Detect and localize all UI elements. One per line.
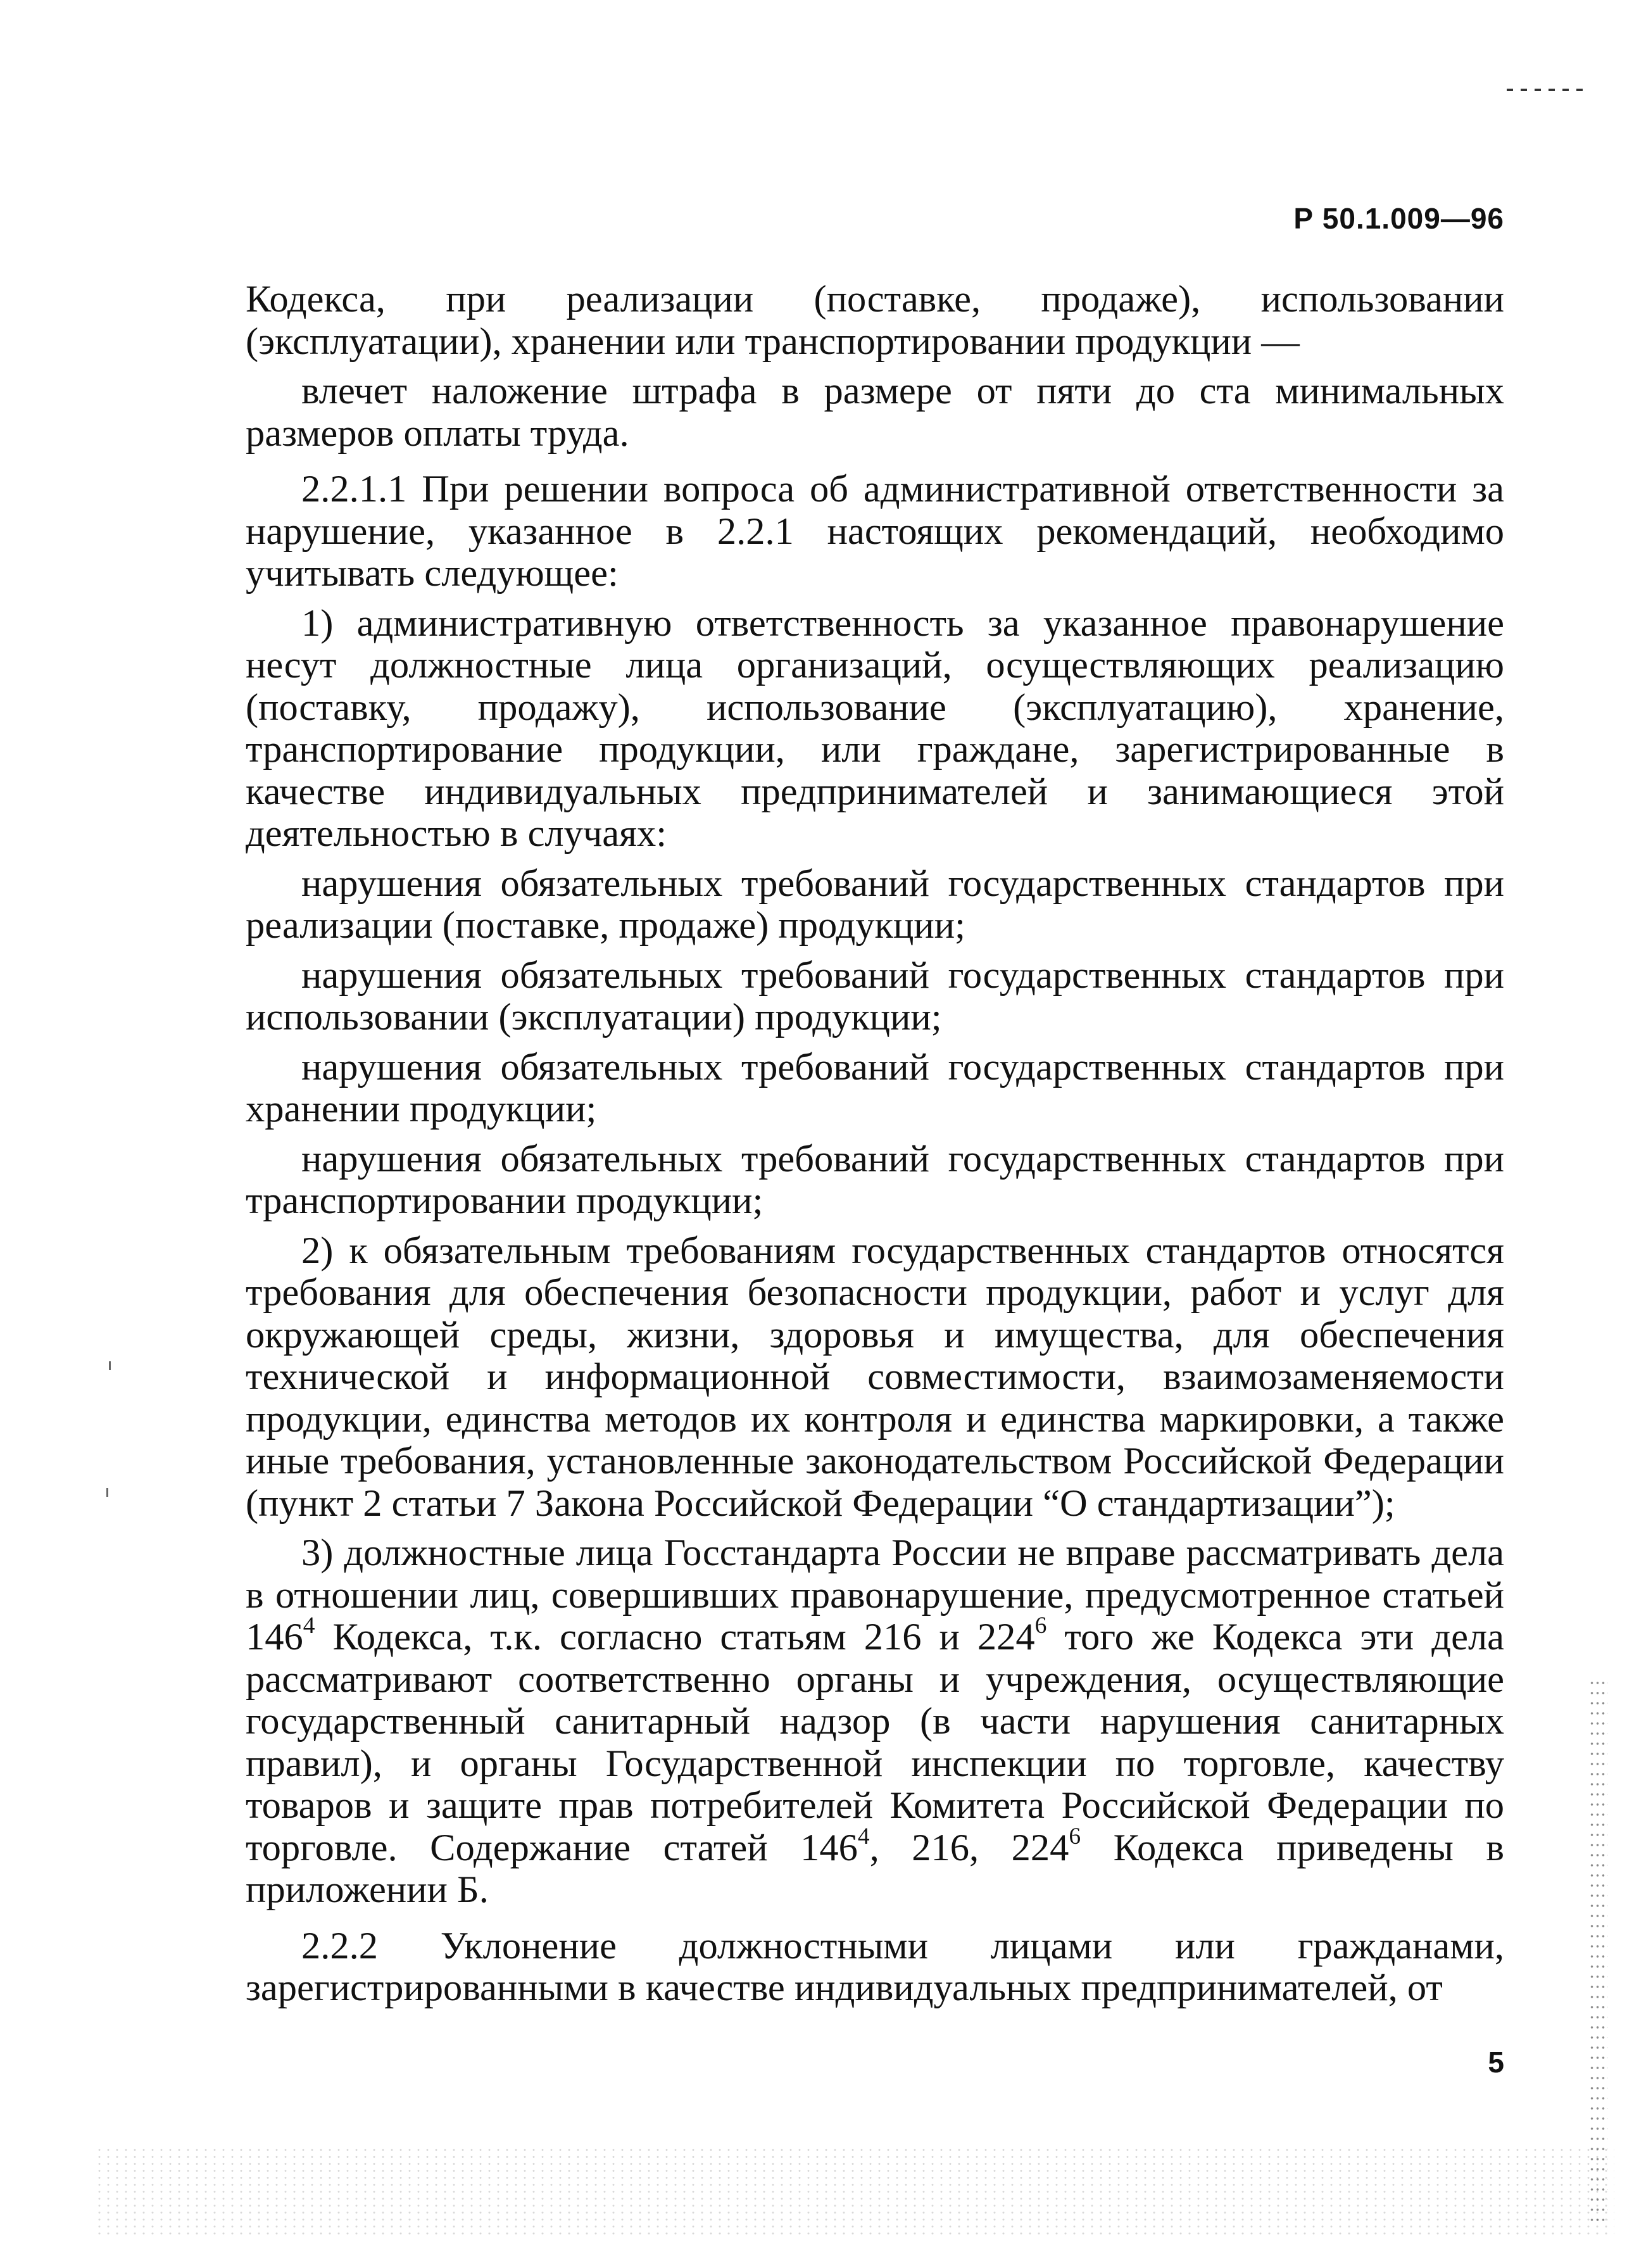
paragraph-violation-sale (246, 863, 1504, 947)
paragraph-text: 2.2.2 Уклонение должностными лицами или гражданами, зарегистрированными в качестве индивидуальных предпринимателей, от (246, 1924, 1504, 2009)
document-code-header: Р 50.1.009—96 (1293, 202, 1504, 235)
superscript: 4 (303, 1612, 315, 1639)
paragraph-2-2-2 (246, 1925, 1504, 2010)
paragraph-text: Кодекса приведены в приложении Б. (246, 1826, 1504, 1911)
paragraph-violation-transport (246, 1138, 1504, 1223)
paragraph-item-2 (246, 1230, 1504, 1525)
superscript: 6 (1034, 1612, 1047, 1639)
paragraph-text: 2) к обязательным требованиям государственных стандартов относятся требования для обеспечения безопасности продукции, работ и услуг для окружающей среды, жизни, здоровья и имущества, для обеспечения технической и информационной совместимости, взаимозаменяемости продукции, единства методов их контроля и единства маркировки, а также иные требования, установленные законодательством Российской Федерации (пункт 2 статьи 7 Закона Российской Федерации “О стандартизации”); (246, 1229, 1504, 1525)
paragraph-text: того же Кодекса эти дела рассматривают соответственно органы и учреждения, осуществляющие государственный санитарный надзор (в части нарушения санитарных правил), и органы Государственной инспекции по торговле, качеству товаров и защите прав потребителей Комитета Российской Федерации по торговле. Содержание статей 146 (246, 1616, 1504, 1869)
paragraph-text: нарушения обязательных требований государственных стандартов при хранении продукции; (246, 1045, 1504, 1130)
page-number: 5 (1488, 2046, 1504, 2079)
paragraph-text: влечет наложение штрафа в размере от пяти до ста минимальных размеров оплаты труда. (246, 370, 1504, 455)
paragraph-text: 3) должностные лица Госстандарта России не вправе рассматривать дела в отношении лиц, совершивших правонарушение, предусмотренное статьей 146 (246, 1532, 1504, 1658)
superscript: 6 (1069, 1823, 1081, 1849)
paragraph-text: нарушения обязательных требований государственных стандартов при использовании (эксплуатации) продукции; (246, 954, 1504, 1038)
paragraph-violation-storage (246, 1047, 1504, 1131)
paragraph-text: 1) административную ответственность за указанное правонарушение несут должностные лица организаций, осуществляющих реализацию (поставку, продажу), использование (эксплуатацию), хранение, транспортирование продукции, или граждане, зарегистрированные в качестве индивидуальных предпринимателей и занимающиеся этой деятельностью в случаях: (246, 602, 1504, 855)
paragraph-text: , 216, 224 (869, 1826, 1069, 1869)
paragraph-continuation (246, 279, 1504, 363)
paragraph-item-1 (246, 603, 1504, 855)
scan-margin-mark (106, 1488, 108, 1497)
paragraph-text: нарушения обязательных требований государственных стандартов при реализации (поставке, продаже) продукции; (246, 862, 1504, 947)
scan-bottom-noise (95, 2146, 1614, 2235)
paragraph-text: 2.2.1.1 При решении вопроса об административной ответственности за нарушение, указанное в 2.2.1 настоящих рекомендаций, необходимо учитывать следующее: (246, 468, 1504, 595)
paragraph-text: нарушения обязательных требований государственных стандартов при транспортировании продукции; (246, 1137, 1504, 1222)
paragraph-text: Кодекса, т.к. согласно статьям 216 и 224 (315, 1616, 1035, 1658)
paragraph-item-3 (246, 1532, 1504, 1912)
document-body (246, 279, 1504, 2010)
scan-margin-mark (109, 1361, 111, 1370)
scan-corner-mark (1507, 89, 1583, 91)
paragraph-2-2-1-1 (246, 469, 1504, 595)
paragraph-penalty (246, 370, 1504, 455)
paragraph-violation-use (246, 955, 1504, 1039)
paragraph-text: Кодекса, при реализации (поставке, продаже), использовании (эксплуатации), хранении или транспортировании продукции — (246, 278, 1504, 363)
superscript: 4 (857, 1823, 870, 1849)
scan-edge-noise (1589, 1678, 1608, 2222)
